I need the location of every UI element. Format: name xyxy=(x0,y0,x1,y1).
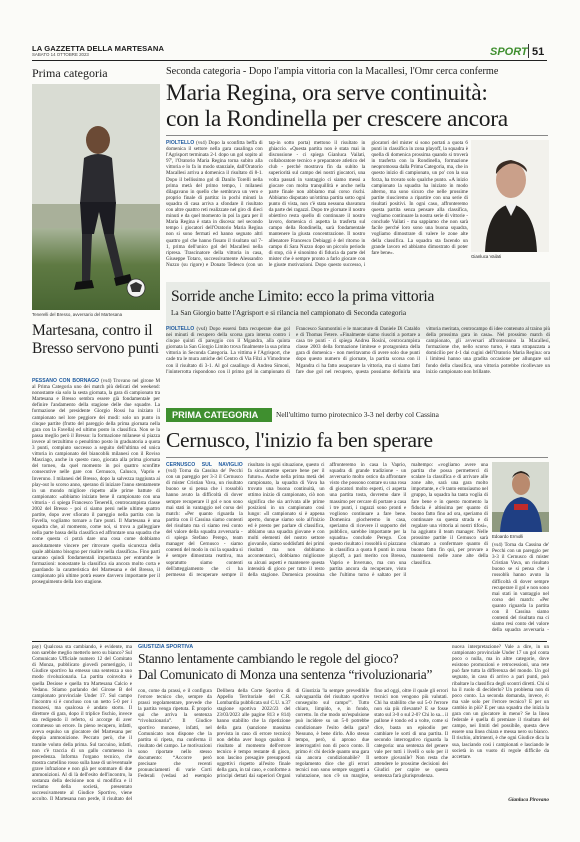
coach-photo xyxy=(471,140,549,252)
top-headline-rule xyxy=(166,135,548,136)
section-tag: SPORT xyxy=(490,46,528,58)
cernusco-kicker: Nell'ultimo turno pirotecnico 3-3 nel derby col Cassina xyxy=(276,410,439,419)
left-headline: Martesana, contro il Bresso servono punti xyxy=(32,322,159,357)
limito-deck: La San Giorgio batte l'Agrisport e si rilancia nel campionato di Seconda categoria xyxy=(171,309,407,317)
photo-caption: Tenerelli del Bresso, avversario del Martesana xyxy=(32,312,123,317)
bottom-right-column xyxy=(452,644,549,794)
limito-article-text: (vs4) Dopo essersi fatta recuperare due gol nei minuti di recupero della scorsa gara interna contro i cinque quinti di pareggio con il Mgandra, alla quinta giornata la San Giorgio Limito trova finalmente la sua prima vittoria in Seconda Categoria. La vittima è l'Agrisport, che cade tra le mura amiche del Centro di Via Filzi a Vimodrone con il risultato di 3-1. Al gol casalingo di Andrea Simoni, l'ininterrotta rispondono con il primo gol in campionato di Francesco Sanmontini e le marcature di Daniele Di Cataldo e di Thomas Fetere. «Finalmente siamo riusciti a portare a casa tre punti - ci spiega Andrea Rosini, centrocampista classe 2003 della formazione limitese e protagonista della gara di domenica - non meritavamo di avere solo due punti dopo questo numero di giornate, la partita scorsa con il Mgandra ci ha fatto assaporare la vittoria, ma ci siamo fatti fare due gol nel recupero, questa possiamo definirla una vittoria meritata, centrocampo di idee contenuto al traino più della prossima gara in casa». Nel prossimo match di campionato, gli avversari affronteranno la Macallesi, formazione che, nello scorso turno, è stata strapazzata a domicilio per 4-1 dai cugini dell'Oratorio Maria Regina: ora i limitesi hanno una gradita occasione per allungare sul fondo della classifica, una vittoria potrebbe ricollevare un inizio campionato non brillante. xyxy=(166,326,550,375)
bottom-article-body xyxy=(138,688,448,806)
bottom-left-column xyxy=(32,644,132,804)
player-figure xyxy=(32,84,160,310)
player-photo xyxy=(32,84,160,310)
limito-article-place: PIOLTELLO xyxy=(166,326,195,332)
limito-headline: Sorride anche Limito: ecco la prima vittoria xyxy=(171,288,435,305)
left-section-label: Prima categoria xyxy=(32,66,108,80)
bottom-right-text: nuova interpretazione? Vale a dire, in un campionato provinciale Under 17 un gol conta poco o nulla, ma in altre categorie, dove esistono promozioni e retrocessioni, una rete può fare tutta la differenza del mondo. Un gol segnato, in caso di arrivo a pari punti, può ribaltare la classifica degli scontri diretti. Chi si ha il ruolo di deciderlo? Un problema non di poco conto. La seconda domanda, invece, è: ma vale solo per l'errore tecnico? E per un cambio in più? E per una squadra che inizia la gara con un giocatore in meno? Se la linea federale è quella di premiare il risultato del campo, nei limiti del possibile, questa deve essere una linea chiara e messa nero su bianco. Il rischio, altrimenti, è che ogni Giudice dica la sua, lasciando così i campionati e lasciando le società in un vuoto di regole difficile da accettare. xyxy=(452,644,549,760)
defender-caption: Edoardo Ermolli xyxy=(492,534,524,539)
bottom-signature: Gianluca Pirovano xyxy=(508,797,549,803)
header-rule xyxy=(32,60,547,61)
top-article-text: (vs4) Dopo la sconfitta beffa di domenica il settore nella gara casalinga con l'Agrisport terminata 2-1 dopo un gol sopito al 97', l'Oratorio Maria Regina torna subito alla vittoria e lo fa in modo stanziale, dall'Oratorio Macallesi arriva a domenica il risultato di 8-1. Dopo il bellissimo gol di Danilo Torelli nella prima metà del primo tempo, i milanesi dilagavano in quello che sembrava un vero e proprio finale di partita: in pochi minuti la squadra di casa arriva a sfondare il risultato con altre quattro reti realizzate nel giro di dieci minuti e da quel momento in poi la gara per il Maria Regina è stata in discesa: nel secondo tempo i giocatori dell'Oratorio Maria Regina non si sono fermati ed hanno segnato altri quattro gol che hanno fissato il risultato sul 7-1, prima dell'unico gol del Macallesi nella ripresa. Trascinatore della vittoria in casa, Giuseppe Totaro, successivamente Alessandro Nuzzo (su rigore) e Donato Tedesco (con un tap-in sotto porta) mettono il risultato in ghiaccio. «Questa partita non è stata mai in discussione - ci spiega Gianluca Vailati, collaboratore tecnico e preparatore atletico del club - perché mostrava fin da subito la superiorità sul campo dei nostri giocatori, una volta passati in vantaggio ci siamo messi a giocare con molta tranquillità e anche nella parte finale non abbiamo mai corso rischi. Abbiamo disputato un'ottima partita sotto ogni punto di vista, non c'è stata nessuna sbavatura da parte dei ragazzi. Dopo tre giornate il nostro obiettivo resta quello di continuare il nostro lavoro, domenica ci aspetta la trasferta sul campo della Rondinella, sarà fondamentale mantenere la giusta concentrazione. Il nostro allenatore Francesco Debiaggi è del ritorno in campo di Sara Nuzzo dopo un piccolo periodo di stop, ciò è sinonimo di fiducia da parte del mister che è sempre pronto a farlo giocare con le giuste motivazioni. Dopo questo successo, i giocatori del mister si sono portati a quota 6 punti in classifica in zona playoff, la squadra è quella di domenica prossima quando si troverà in trasferta con la Rondinella, formazione neopromossa dalla Prima Categoria, ma, che in questo inizio di campionato, un po' con la sua forza, ha trovato solo qualche punto. «A inizio campionato la squadra ha iniziato in modo alterno, ma sono sicuro che nelle prossime partite riusciremo a ripartire con una serie di risultati positivi. In ogni caso, affronteremo questa partita senza pensare alla classifica, vogliamo continuare la nostra serie di vittorie - conclude Vailati - ma sappiamo che non sarà facile perché loro sono una buona squadra, vogliamo dimostrare di valere le zone alte della classifica. La squadra sta facendo un grande lavoro ed abbiamo dimostrato di poter fare bene». xyxy=(166,140,468,268)
top-article-place: PIOLTELLO xyxy=(166,140,195,146)
bottom-headline-line2: Dal Comunicato di Monza una sentenza “rivoluzionaria” xyxy=(138,667,433,682)
top-headline-line2: con la Rondinella per crescere ancora xyxy=(166,106,508,132)
bottom-top-rule xyxy=(32,641,547,642)
top-article-body xyxy=(166,140,468,298)
bottom-left-text: pay) Qualcosa sta cambiando, è evidente, ma non sarebbe meglio metterlo nero su bianco? Sul Comunicato Ufficiale numero 12 del Comitato di Monza, pubblicato giovedì pomeriggio, il Giudice sportivo ha emesso una sentenza a suo modo rivoluzionaria. La partita coinvolta è quella Desiose e quella tra Martesana Calcio e Vedano. Stiamo parlando del Girone B del campionato provinciale Under 17. Sul campo l'incontro si è concluso con un netto 5-0 per i monzesi, ma qualcosa è andato storto. Il direttore di gara, dopo il triplice fischio, invece sta redigendo il referto, si accorge di aver commesso un errore. In pieno recupero, infatti, aveva espulso un giocatore del Martesana per doppia ammonizione. Peccato però, che il tramite voluto della prima. Sul taccuino, infatti, non c'è traccia di un gallo commesso in precedenza. Informa l'organo tecnico, che mostra cartellino rosso sulla base di un'eventuale grave infrazione e non già per sommare di due ammonizioni. Al di là dell'esito dell'incontro, la sostanza della decisione non si modifica e il reclamo della società, presentato successivamente al Giudice Sportivo, viene accolto. Il Martesana non perde, il risultato del xyxy=(32,644,132,803)
coach-caption: Gianluca Vailati xyxy=(471,254,502,259)
limito-article-body xyxy=(166,326,550,403)
cernusco-article-body xyxy=(166,462,488,638)
newspaper-masthead: LA GAZZETTA DELLA MARTESANA xyxy=(32,44,165,53)
cernusco-headline-rule xyxy=(166,457,548,458)
defender-figure xyxy=(492,462,549,532)
cernusco-side-column xyxy=(492,542,549,638)
cernusco-side-text: (vs4) Torna da Cassina de' Pecchi con un pareggio per 3-3 il Cernusco di mister Cristian Vava, un risultato buono se si pensa che i rossoblù hanno avuto la difficoltà di dover sempre recuperare il gol e non sono mai stati in vantaggio nel corso del match: «Per quanto riguarda la partita con il Cassina siamo contenti del risultato ma ci siamo resi conto del valore della squadra avversaria - xyxy=(492,542,549,634)
left-article-kicker: PESSANO CON BORNAGO xyxy=(32,378,100,384)
bottom-article-text: con, come da prassi, e il configura l'errore tecnico che, sempre da prassi regolamentare, prevede che la partita venga ripetuta. È proprio qui che arriva la sentenza “rivoluzionaria”. Il Giudice sportivo monzese, infatti, nel Comunicato non dispone che la partita si ripeta, ma conferma il risultato del campo. Le motivazioni sono riportate nello stesso documento: “Accorre però precisare che recenti pronunciamenti di varie Corti Federali (vedasi ad esempio Delibera della Corte Sportiva di Appello Territoriale del C.R. Lombardia pubblicata sul C.U. n.37 stagione sportiva 2022/23 del 23/03/2023 alle pagine 813 e 814) hanno stabilito che la ripetizione della gara (sanzione massima prevista in caso di errore tecnico) non debba aver luogo qualora il risultato al momento dell'errore tecnico è tempo restante di gioco, non lascino presagire presupposti oggettivi rispetto all'esito finale della gara, in tal caso, e conforme a principi dettati dai superiori Organi di Giustizia 'la sempre prevedibile salvaguardia del risultato sportivo conseguito sul campo'”. Tutto chiaro, limpido, e, in fondo, corretto. In che modo un'espulsione può incidere su un 5-0 potrebbe condizionare l'esito della gara? Nessuno, è bene dirlo. Allo stesso tempo, però, si aprono due interrogativi non di poco conto. Il primo è: chi decide quanto una gara sia ancora condizionabile? Il regolamento dice che gli errori tecnici non sono sempre soggetti a valutazione, non c'è un margine, fino ad oggi, oltre il quale gli errori tecnici non vengono più valutati. Chi ha stabilito che sul 5-0 l'errore non sia più rilevante? E se fosse stato sul 3-0 o sul 2-0? Chi lo sa... il pallone è tondo ed a volte, come si dice, basta un episodio per cambiare le sorti di una partita. Il secondo interrogativo riguarda la categoria: una sentenza del genere vale per tutti i livelli o solo per il settore giovanile? Non resta che attendere le prossime decisioni dei Giudici per capire se questa sentenza farà giurisprudenza. xyxy=(138,688,448,780)
coach-figure xyxy=(471,140,549,252)
left-article-text: (vs4) Trovano nel girone M al Prima Categoria uno dei match più delicati del weekend: nonostante sia solo la sesta giornata, la gara di campionato tra Martesana e Bresso sembra essere già fondamentale per definire l'andamento della stagione delle due squadre. La formazione del presidente Giorgio Rossi ha iniziato il campionato nel lore peggiore dei modi: solo un punto in cinque partite (frutto del pareggio della prima giornata nella gara con la Favella) ed ultimo posto in classifica. Non se la passa meglio però il Bresso: la formazione milanese si piazza invece al terzultimo o penultimo posto in graduatoria a quota 3 punti, compiuto successo a seguito dell'ultima ed unica vittoria in campionato del biancoblù milanesi con il Roviso Masciago, anche in questo caso, giocata alla prima giornata del torneo, da quel momento in poi quattro sconfitte consecutive nelle gare con Cernusco, Calusco, Vaprio e Inveruno. I milanesi del Bresso, dopo la salvezza raggiunta ai play-out lo scorso anno, sperano di iniziare l'anno stentamente in un mondo migliore rispetto alle prime battute di campionato: «abbiamo iniziato bene il campionato con una vittoria - ci spiega Francesco Tenerelli, centrocampista classe 2002 del Bresso - poi ci siamo persi nelle ultime quattro partite, dopo aver sfiorato il pareggio nella partita con la Favella, vogliamo tornare a fare punti. Il Martesana è una squadra che, al momento, come noi, si trova a galleggiare nella parte bassa della classifica ed affrontare una squadra che come questa ci potrà dare una cosa come dobbiamo assolutamente vincere per ritrovare quella sicurezza della quale abbiamo bisogno per risalire nella classifica». Fino parti saranno quindi fondamentali importanza per entrambe le formazioni: nonostante la classifica sia ancora molto corta e guardando la caratteristica del Martesana e del Bresso, il campionato più ultime potrà essere davvero importante per il proseguimento della loro stagione. xyxy=(32,378,160,586)
cernusco-article-text: (vs4) Torna da Cassina de' Pecchi con un pareggio per 3-3 il Cernusco di mister Cristian Vava, un risultato buono se si pensa che i rossoblù hanno avuto la difficoltà di dover sempre recuperare il gol e non sono mai stati in vantaggio nel corso del match: «Per quanto riguarda la partita con il Cassina siamo contenti del risultato ma ci siamo resi conto del valore della squadra avversaria - ci spiega Stefano Perego, team manager del Cernusco - siamo contenti del modo in cui la squadra si è sempre dimostrata reattiva, ma sopratutto siamo contenti dell'atteggiamento che ci ha permesso di recuperare sempre il risultato in ogni situazione, questo ci fa sicuramente sperare bene per il futuro». Anche nella prima metà del campionato, la squadra di Vava ha trovato una buona continuità, un ottimo inizio di campionato, ciò non significa che sia arrivata alle prime posizioni in un campionato così lungo: «Il campionato si è appena aperto, dunque siamo solo all'inizio ed è presto per parlare di classifica, abbiamo una squadra giovane e con molti elementi del nostro settore giovanile, siamo soddisfatti dei primi risultati ma non dobbiamo accontentarci, dobbiamo migliorare su alcuni aspetti e mantenere questa intensità di gioco per tutto il resto della stagione. Domenica prossima affronteremo in casa la Vaprio, squadra di grande tradizione - un avversario molto ostico da affrontare visto che possono contare su una rosa di giocatori molto esperti, ci aspetta una partita tosta, dovremo dare il massimo per cercare di portare a casa i tre punti, i ragazzi sono pronti e vogliono continuare a fare bene. Domenica giocheremo in casa, speriamo di ricevere il supporto del pubblico, sarebbe importante per la squadra» conclude Perego. Con questo risultato i rossoblù si piazzano in classifica a quota 8 punti in zona playoff, a pari merito con Bresso, Vaprio e Inveruno, ma con una partita ancora da recuperare, visto che l'ultimo turno è saltato per il maltempo: «vogliamo avere una partita che possa permetterci di scalare la classifica e di arrivare alle zone alte, sarà una gara molto importante, e c'è tanto entusiasmo nel gruppo, la squadra ha tanta voglia di fare bene e in questo momento la fiducia è altissima per quanto di buono fatto fino ad ora, speriamo di continuare su questa strada e di regalare una vittoria ai nostri tifosi», ha aggiunto il team manager. Nelle prossime partite il Cernusco sarà chiamato a confermare quanto di buono fatto fin qui, per provare a mantenersi nelle zone alte della classifica. xyxy=(166,462,488,578)
cernusco-headline: Cernusco, l'inizio fa ben sperare xyxy=(166,428,433,452)
cernusco-section-badge: PRIMA CATEGORIA xyxy=(166,408,272,422)
cernusco-article-place: CERNUSCO SUL NAVIGLIO xyxy=(166,462,243,468)
issue-date: SABATO 14 OTTOBRE 2023 xyxy=(32,52,89,57)
defender-photo xyxy=(492,462,549,532)
bottom-kicker: GIUSTIZIA SPORTIVA xyxy=(138,644,194,650)
top-kicker: Seconda categoria - Dopo l'ampia vittoria con la Macallesi, l'Omr cerca conferme xyxy=(166,66,499,77)
page-number: 51 xyxy=(532,46,545,58)
top-headline-line1: Maria Regina, ora serve continuità: xyxy=(166,80,488,106)
bottom-headline-line1: Stanno lentamente cambiando le regole del gioco? xyxy=(138,651,399,666)
header-divider xyxy=(528,44,529,58)
left-article-body xyxy=(32,378,160,638)
